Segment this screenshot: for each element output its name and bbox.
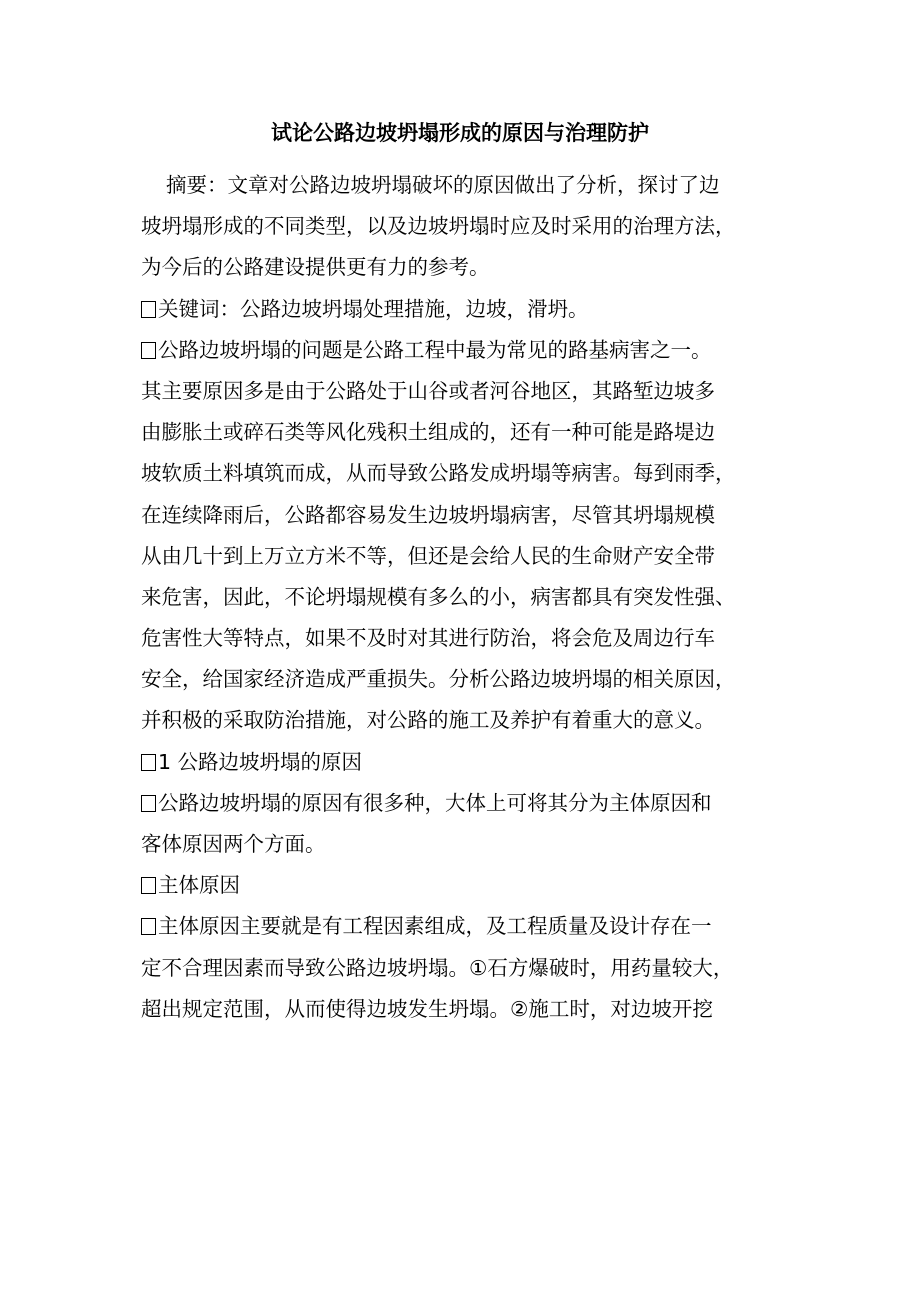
paragraph-line <box>141 948 771 989</box>
line-text: 主体原因 <box>158 873 240 898</box>
paragraph-line <box>141 536 771 577</box>
line-text: 客体原因两个方面。 <box>141 832 326 856</box>
line-text: 主体原因主要就是有工程因素组成，及工程质量及设计存在一 <box>158 914 712 939</box>
paragraph-line <box>141 783 771 824</box>
paragraph-line <box>141 412 771 453</box>
line-text: 公路边坡坍塌的原因有很多种，大体上可将其分为主体原因和 <box>158 790 712 815</box>
line-text: 坡坍塌形成的不同类型，以及边坡坍塌时应及时采用的治理方法， <box>141 214 736 239</box>
checkbox-glyph-icon <box>141 301 156 318</box>
paragraph-line <box>141 371 771 412</box>
abstract-line <box>141 247 771 288</box>
line-text: 由膨胀土或碎石类等风化残积土组成的，还有一种可能是路堤边 <box>141 420 715 445</box>
line-text: 定不合理因素而导致公路边坡坍塌。①石方爆破时，用药量较大， <box>141 955 734 980</box>
paragraph-line <box>141 906 771 947</box>
checkbox-glyph-icon <box>141 877 156 894</box>
document-title: 试论公路边坡坍塌形成的原因与治理防护 <box>271 121 649 145</box>
line-text: 从由几十到上万立方米不等，但还是会给人民的生命财产安全带 <box>141 543 715 568</box>
line-text: 摘要：文章对公路边坡坍塌破坏的原因做出了分析，探讨了边 <box>166 173 720 197</box>
line-text: 在连续降雨后，公路都容易发生边坡坍塌病害，尽管其坍塌规模 <box>141 502 715 527</box>
line-text: 为今后的公路建设提供更有力的参考。 <box>141 255 490 280</box>
paragraph-line <box>141 824 771 865</box>
paragraph-line <box>141 618 771 659</box>
line-text: 危害性大等特点，如果不及时对其进行防治，将会危及周边行车 <box>141 626 715 651</box>
checkbox-glyph-icon <box>141 342 156 359</box>
checkbox-glyph-icon <box>141 918 156 935</box>
subsection-heading <box>141 865 771 906</box>
abstract-line <box>141 165 771 206</box>
checkbox-glyph-icon <box>141 795 156 812</box>
keywords-line <box>141 289 771 330</box>
paragraph-line <box>141 453 771 494</box>
paragraph-line <box>141 495 771 536</box>
paragraph-line <box>141 659 771 700</box>
abstract-line <box>141 206 771 247</box>
document-body <box>141 165 771 1030</box>
paragraph-line <box>141 330 771 371</box>
checkbox-glyph-icon <box>141 754 156 771</box>
paragraph-line <box>141 577 771 618</box>
line-text: 关键词：公路边坡坍塌处理措施，边坡，滑坍。 <box>158 296 589 321</box>
line-text: 公路边坡坍塌的问题是公路工程中最为常见的路基病害之一。 <box>158 337 712 362</box>
line-text: 安全，给国家经济造成严重损失。分析公路边坡坍塌的相关原因， <box>141 667 736 692</box>
line-text: 并积极的采取防治措施，对公路的施工及养护有着重大的意义。 <box>141 708 715 733</box>
line-text: 超出规定范围，从而使得边坡发生坍塌。②施工时，对边坡开挖 <box>141 996 713 1021</box>
section-heading <box>141 742 771 783</box>
line-text: 来危害，因此，不论坍塌规模有多么的小，病害都具有突发性强、 <box>141 584 736 609</box>
line-text: 坡软质土料填筑而成，从而导致公路发成坍塌等病害。每到雨季， <box>141 461 736 486</box>
line-text: 其主要原因多是由于公路处于山谷或者河谷地区，其路堑边坡多 <box>141 378 715 403</box>
line-text: 1 公路边坡坍塌的原因 <box>158 749 363 774</box>
paragraph-line <box>141 700 771 741</box>
paragraph-line <box>141 989 771 1030</box>
